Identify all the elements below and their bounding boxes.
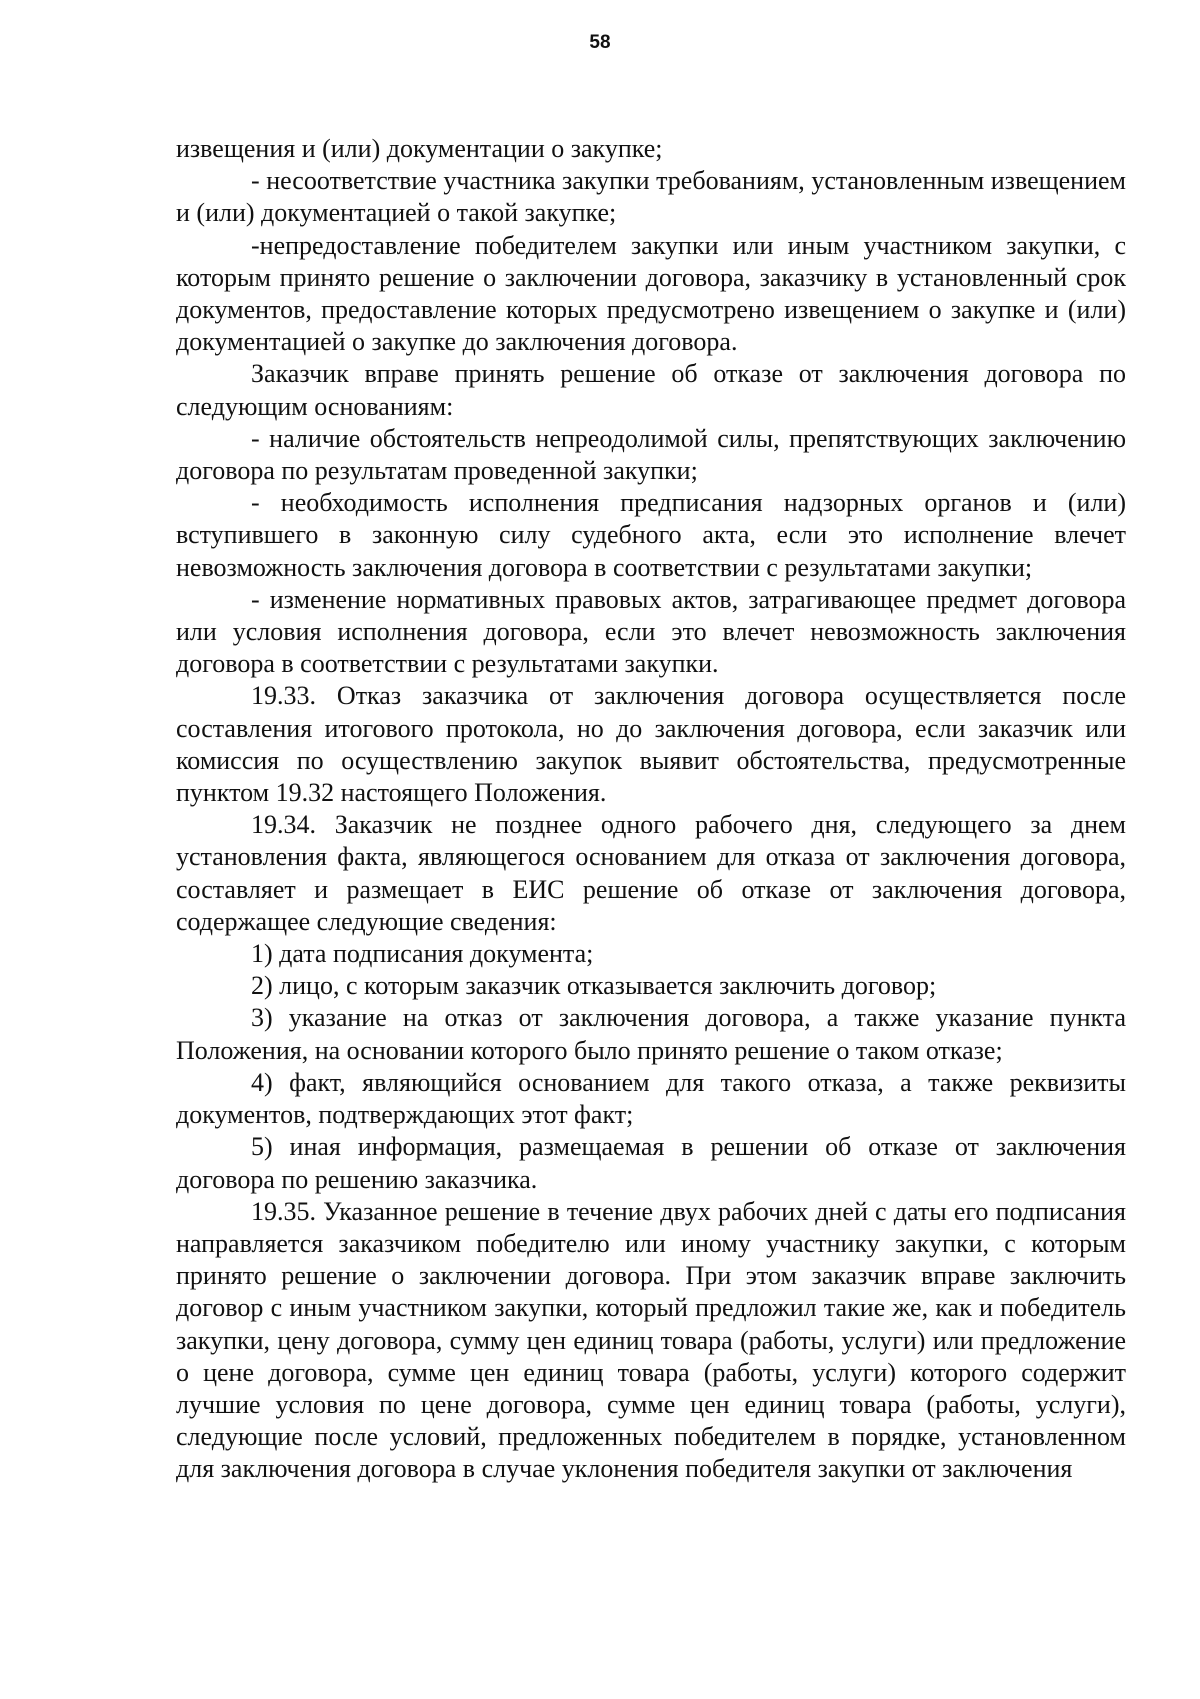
paragraph-bullet-force-majeure: - наличие обстоятельств непреодолимой силы, препятствующих заключению договора по результатам проведенной закупки;: [176, 423, 1126, 486]
document-body: [176, 133, 1126, 1486]
paragraph-bullet-law-change: - изменение нормативных правовых актов, затрагивающее предмет договора или условия исполнения договора, если это влечет невозможность заключения договора в соответствии с результатами закупки.: [176, 584, 1126, 679]
list-item-4: 4) факт, являющийся основанием для такого отказа, а также реквизиты документов, подтверждающих этот факт;: [176, 1067, 1126, 1130]
paragraph-19-35: 19.35. Указанное решение в течение двух рабочих дней с даты его подписания направляется заказчиком победителю или иному участнику закупки, с которым принято решение о заключении договора. При этом заказчик вправе заключить договор с иным участником закупки, который предложил такие же, как и победитель закупки, цену договора, сумму цен единиц товара (работы, услуги) или предложение о цене договора, сумме цен единиц товара (работы, услуги) которого содержит лучшие условия по цене договора, сумме цен единиц товара (работы, услуги), следующие после условий, предложенных победителем в порядке, установленном для заключения договора в случае уклонения победителя закупки от заключения: [176, 1196, 1126, 1484]
paragraph-bullet-nonprovision: -непредоставление победителем закупки или иным участником закупки, с которым принято решение о заключении договора, заказчику в установленный срок документов, предоставление которых предусмотрено извещением о закупке и (или) документацией о закупке до заключения договора.: [176, 230, 1126, 357]
paragraph-bullet-regulatory-order: - необходимость исполнения предписания надзорных органов и (или) вступившего в законную силу судебного акта, если это исполнение влечет невозможность заключения договора в соответствии с результатами закупки;: [176, 488, 1126, 582]
paragraph-19-34: 19.34. Заказчик не позднее одного рабочего дня, следующего за днем установления факта, являющегося основанием для отказа от заключения договора, составляет и размещает в ЕИС решение об отказе от заключения договора, содержащее следующие сведения:: [176, 810, 1126, 936]
page-number: 58: [589, 32, 611, 53]
list-item-2: 2) лицо, с которым заказчик отказывается заключить договор;: [251, 971, 937, 1001]
paragraph-bullet-noncompliance: - несоответствие участника закупки требованиям, установленным извещением и (или) документацией о такой закупке;: [176, 166, 1126, 228]
paragraph-continuation: извещения и (или) документации о закупке;: [176, 134, 663, 163]
paragraph-refusal-grounds: Заказчик вправе принять решение об отказе от заключения договора по следующим основаниям:: [176, 359, 1126, 421]
list-item-5: 5) иная информация, размещаемая в решении об отказе от заключения договора по решению заказчика.: [176, 1132, 1126, 1194]
paragraph-19-33: 19.33. Отказ заказчика от заключения договора осуществляется после составления итогового протокола, но до заключения договора, если заказчик или комиссия по осуществлению закупок выявит обстоятельства, предусмотренные пунктом 19.32 настоящего Положения.: [176, 681, 1126, 808]
list-item-1: 1) дата подписания документа;: [251, 939, 594, 969]
list-item-3: 3) указание на отказ от заключения договора, а также указание пункта Положения, на основании которого было принято решение о таком отказе;: [176, 1003, 1126, 1065]
